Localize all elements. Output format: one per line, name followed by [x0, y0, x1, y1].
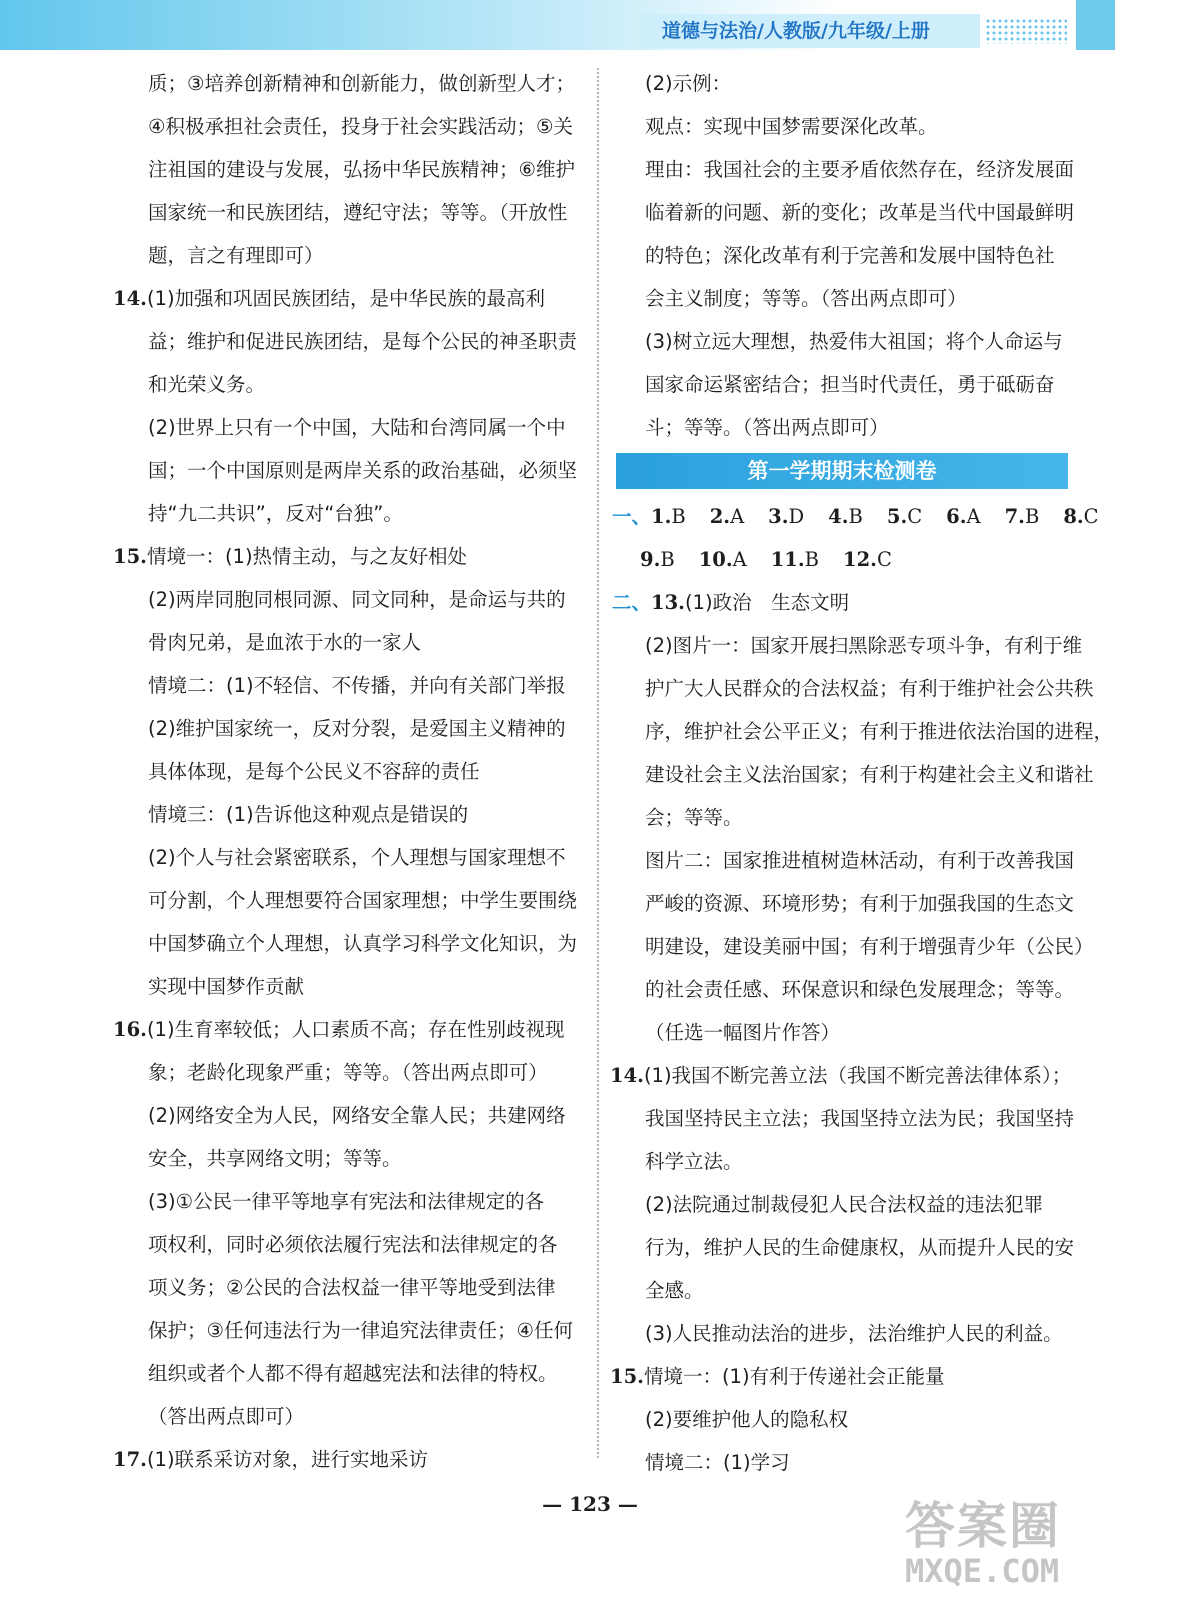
right-column-answers-top [612, 62, 1087, 449]
answer-line [115, 191, 585, 234]
choice-letter: A [730, 505, 745, 528]
section-title-banner: 第一学期期末检测卷 [616, 453, 1068, 489]
answer-text: (2)图片一：国家开展扫黑除恶专项斗争，有利于维 [645, 634, 1083, 657]
answer-line [115, 1094, 585, 1137]
choice-number: 8. [1063, 505, 1084, 528]
choice-answer [771, 548, 819, 571]
answer-line [612, 1183, 1087, 1226]
answer-text: (3)人民推动法治的进步，法治维护人民的利益。 [645, 1322, 1063, 1345]
answer-line [612, 1398, 1087, 1441]
watermark-chars: 答案圈 [905, 1497, 1061, 1555]
question-line [610, 1355, 1087, 1398]
answer-text: (2)示例： [645, 72, 732, 95]
question-number: 15. [610, 1365, 644, 1388]
header-title: 道德与法治/人教版/九年级/上册 [640, 14, 980, 48]
question-line [113, 1008, 585, 1051]
answer-text: 观点：实现中国梦需要深化改革。 [645, 115, 938, 138]
answer-text: 会主义制度；等等。（答出两点即可） [645, 287, 967, 310]
answer-text: 益；维护和促进民族团结，是每个公民的神圣职责 [148, 330, 578, 353]
answer-text: (1)联系采访对象，进行实地采访 [146, 1448, 429, 1471]
answer-line [115, 664, 585, 707]
answer-line [115, 105, 585, 148]
answer-text: 骨肉兄弟，是血浓于水的一家人 [148, 631, 422, 654]
section-prefix: 一、 [612, 505, 652, 528]
answer-text: (2)世界上只有一个中国，大陆和台湾同属一个中 [148, 416, 566, 439]
answer-text: （任选一幅图片作答） [645, 1021, 841, 1044]
answer-line [115, 62, 585, 105]
answer-text: 项权利，同时必须依法履行宪法和法律规定的各 [148, 1233, 558, 1256]
answer-text: (3)①公民一律平等地享有宪法和法律规定的各 [148, 1190, 545, 1213]
answer-line [612, 1097, 1087, 1140]
answer-line [115, 879, 585, 922]
answer-text: 全感。 [645, 1279, 704, 1302]
answer-text: 持“九二共识”，反对“台独”。 [148, 502, 403, 525]
answer-line [115, 148, 585, 191]
answer-text: （答出两点即可） [148, 1405, 305, 1428]
answer-text: 国；一个中国原则是两岸关系的政治基础，必须坚 [148, 459, 578, 482]
answer-text: 象；老龄化现象严重；等等。（答出两点即可） [148, 1061, 548, 1084]
answer-text: 会；等等。 [645, 806, 743, 829]
answer-text: (3)树立远大理想，热爱伟大祖国；将个人命运与 [645, 330, 1063, 353]
choice-answer [651, 505, 686, 528]
choice-letter: B [1024, 505, 1040, 528]
answer-line [612, 1269, 1087, 1312]
answer-text: 理由：我国社会的主要矛盾依然存在，经济发展面 [645, 158, 1075, 181]
header-corner-block [1076, 0, 1115, 50]
answer-line [612, 1011, 1087, 1054]
answer-text: (2)要维护他人的隐私权 [645, 1408, 849, 1431]
answer-line [612, 277, 1087, 320]
answer-line [115, 965, 585, 1008]
answer-text: 我国坚持民主立法；我国坚持立法为民；我国坚持 [645, 1107, 1075, 1130]
answer-line [612, 667, 1094, 710]
section-prefix: 二、 [612, 591, 652, 614]
answer-text: 护广大人民群众的合法权益；有利于维护社会公共秩 [645, 677, 1094, 700]
answer-text: 国家统一和民族团结，遵纪守法；等等。（开放性 [148, 201, 568, 224]
answer-text: 序，维护社会公平正义；有利于推进依法治国的进程， [645, 720, 1114, 743]
answer-line [115, 1137, 585, 1180]
answer-text: (1)我国不断完善立法（我国不断完善法律体系）； [643, 1064, 1072, 1087]
answer-line [115, 1223, 585, 1266]
answer-line [115, 1352, 585, 1395]
answer-line [115, 793, 585, 836]
choice-letter: B [804, 548, 820, 571]
question-line [113, 535, 585, 578]
answer-text: 注祖国的建设与发展，弘扬中华民族精神；⑥维护 [148, 158, 575, 181]
multiple-choice-row-2 [612, 538, 1087, 581]
choice-answer [640, 548, 675, 571]
answer-text: 题，言之有理即可） [148, 244, 324, 267]
answer-text: 斗；等等。（答出两点即可） [645, 416, 889, 439]
choice-letter: D [788, 505, 805, 528]
question-number: 15. [113, 545, 147, 568]
choice-number: 9. [640, 548, 661, 571]
answer-text: 情境一：(1)有利于传递社会正能量 [643, 1365, 945, 1388]
answer-text: 的特色；深化改革有利于完善和发展中国特色社 [645, 244, 1055, 267]
right-column [610, 62, 1114, 1484]
watermark-logo [905, 1497, 1105, 1596]
answer-line [612, 1226, 1087, 1269]
choice-number: 5. [886, 505, 908, 528]
question-number: 13. [651, 591, 685, 614]
answer-text: (1)加强和巩固民族团结，是中华民族的最高利 [146, 287, 546, 310]
answer-text: 具体体现，是每个公民义不容辞的责任 [148, 760, 480, 783]
answer-text: 保护；③任何违法行为一律追究法律责任；④任何 [148, 1319, 573, 1342]
answer-text: 明建设，建设美丽中国；有利于增强青少年（公民） [645, 935, 1094, 958]
choice-answer [768, 505, 804, 528]
choice-number: 1. [651, 505, 672, 528]
answer-text: 可分割，个人理想要符合国家理想；中学生要围绕 [148, 889, 578, 912]
answer-line [612, 925, 1094, 968]
question-line [113, 1438, 585, 1481]
answer-text: (1)政治 生态文明 [684, 591, 850, 614]
multiple-choice-row-1 [612, 495, 1099, 538]
answer-text: (2)两岸同胞同根同源、同文同种，是命运与共的 [148, 588, 566, 611]
answer-line [115, 836, 585, 879]
answer-line [612, 406, 1087, 449]
answer-line [115, 363, 585, 406]
answer-line [115, 750, 585, 793]
choice-letter: C [876, 548, 892, 571]
answer-text: 临着新的问题、新的变化；改革是当代中国最鲜明 [645, 201, 1075, 224]
answer-text: 严峻的资源、环境形势；有利于加强我国的生态文 [645, 892, 1075, 915]
answer-line [612, 1312, 1087, 1355]
choice-number: 3. [768, 505, 789, 528]
question-number: 14. [610, 1064, 644, 1087]
answer-line [115, 621, 585, 664]
answer-text: 的社会责任感、环保意识和绿色发展理念；等等。 [645, 978, 1075, 1001]
choice-number: 6. [946, 505, 967, 528]
answer-line [115, 234, 585, 277]
answer-text: 实现中国梦作贡献 [148, 975, 305, 998]
answer-line [612, 710, 1114, 753]
answer-text: 质；③培养创新精神和创新能力，做创新型人才； [148, 72, 575, 95]
answer-line [612, 753, 1094, 796]
answer-line [115, 707, 585, 750]
question-line [610, 1054, 1087, 1097]
right-column-answers-bottom [610, 581, 1114, 1484]
answer-line [115, 922, 585, 965]
choice-number: 10. [698, 548, 733, 571]
watermark-url: MXQE.COM [905, 1552, 1060, 1590]
answer-line [115, 578, 585, 621]
answer-text: (1)生育率较低；人口素质不高；存在性别歧视现 [146, 1018, 565, 1041]
answer-line [115, 1266, 585, 1309]
choice-number: 11. [770, 548, 805, 571]
choice-answer [699, 548, 747, 571]
answer-text: 中国梦确立个人理想，认真学习科学文化知识，为 [148, 932, 578, 955]
answer-line [115, 1309, 585, 1352]
choice-answer [887, 505, 922, 528]
answer-line [612, 796, 1087, 839]
answer-text: 情境一：(1)热情主动，与之友好相处 [146, 545, 468, 568]
choice-letter: B [848, 505, 863, 528]
choice-answer [946, 505, 980, 528]
choice-answer [1063, 505, 1098, 528]
answer-text: 行为，维护人民的生命健康权，从而提升人民的安 [645, 1236, 1075, 1259]
answer-line [115, 406, 585, 449]
left-column [115, 62, 585, 1481]
answer-text: 国家命运紧密结合；担当时代责任，勇于砥砺奋 [645, 373, 1055, 396]
answer-text: (2)个人与社会紧密联系，个人理想与国家理想不 [148, 846, 566, 869]
answer-line [612, 148, 1087, 191]
answer-line [612, 1441, 1087, 1484]
answer-text: 科学立法。 [645, 1150, 743, 1173]
answer-line [612, 191, 1087, 234]
header-dot-pattern [985, 18, 1067, 44]
answer-text: 情境二：(1)不轻信、不传播，并向有关部门举报 [148, 674, 566, 697]
answer-line [115, 1051, 585, 1094]
answer-text: 和光荣义务。 [148, 373, 266, 396]
answer-text: (2)网络安全为人民，网络安全靠人民；共建网络 [148, 1104, 566, 1127]
choice-number: 12. [843, 548, 877, 571]
choice-letter: B [671, 505, 686, 528]
question-number: 16. [113, 1018, 147, 1041]
choice-answer [1005, 505, 1040, 528]
answer-text: 组织或者个人都不得有超越宪法和法律的特权。 [148, 1362, 558, 1385]
answer-line [612, 363, 1087, 406]
choice-answer [710, 505, 744, 528]
answer-line [612, 839, 1087, 882]
answer-text: 项义务；②公民的合法权益一律平等地受到法律 [148, 1276, 556, 1299]
answer-line [612, 968, 1087, 1011]
answer-line [115, 449, 585, 492]
choice-letter: C [1083, 505, 1099, 528]
choice-number: 4. [828, 505, 849, 528]
column-divider [597, 68, 599, 1458]
question-line [612, 581, 1087, 624]
question-number: 14. [113, 287, 147, 310]
answer-line [612, 234, 1087, 277]
choice-letter: A [732, 548, 747, 571]
choice-answer [843, 548, 892, 571]
answer-line [612, 62, 1087, 105]
choice-letter: B [660, 548, 675, 571]
question-line [113, 277, 585, 320]
answer-text: ④积极承担社会责任，投身于社会实践活动；⑤关 [148, 115, 573, 138]
choice-letter: C [907, 505, 923, 528]
answer-text: 建设社会主义法治国家；有利于构建社会主义和谐社 [645, 763, 1094, 786]
answer-line [612, 624, 1087, 667]
answer-line [612, 882, 1087, 925]
answer-text: (2)法院通过制裁侵犯人民合法权益的违法犯罪 [645, 1193, 1044, 1216]
choice-letter: A [966, 505, 981, 528]
page-number: — 123 — [542, 1492, 638, 1516]
answer-line [612, 105, 1087, 148]
answer-line [612, 320, 1087, 363]
answer-line [612, 1140, 1087, 1183]
choice-number: 2. [709, 505, 731, 528]
answer-line [115, 492, 585, 535]
question-number: 17. [113, 1448, 147, 1471]
answer-text: 安全，共享网络文明；等等。 [148, 1147, 402, 1170]
answer-line [115, 1395, 585, 1438]
choice-answer [828, 505, 863, 528]
answer-text: 图片二：国家推进植树造林活动，有利于改善我国 [645, 849, 1075, 872]
answer-text: 情境三：(1)告诉他这种观点是错误的 [148, 803, 469, 826]
answer-text: (2)维护国家统一，反对分裂，是爱国主义精神的 [148, 717, 566, 740]
choice-number: 7. [1004, 505, 1025, 528]
answer-line [115, 320, 585, 363]
answer-text: 情境二：(1)学习 [645, 1451, 790, 1474]
answer-line [115, 1180, 585, 1223]
